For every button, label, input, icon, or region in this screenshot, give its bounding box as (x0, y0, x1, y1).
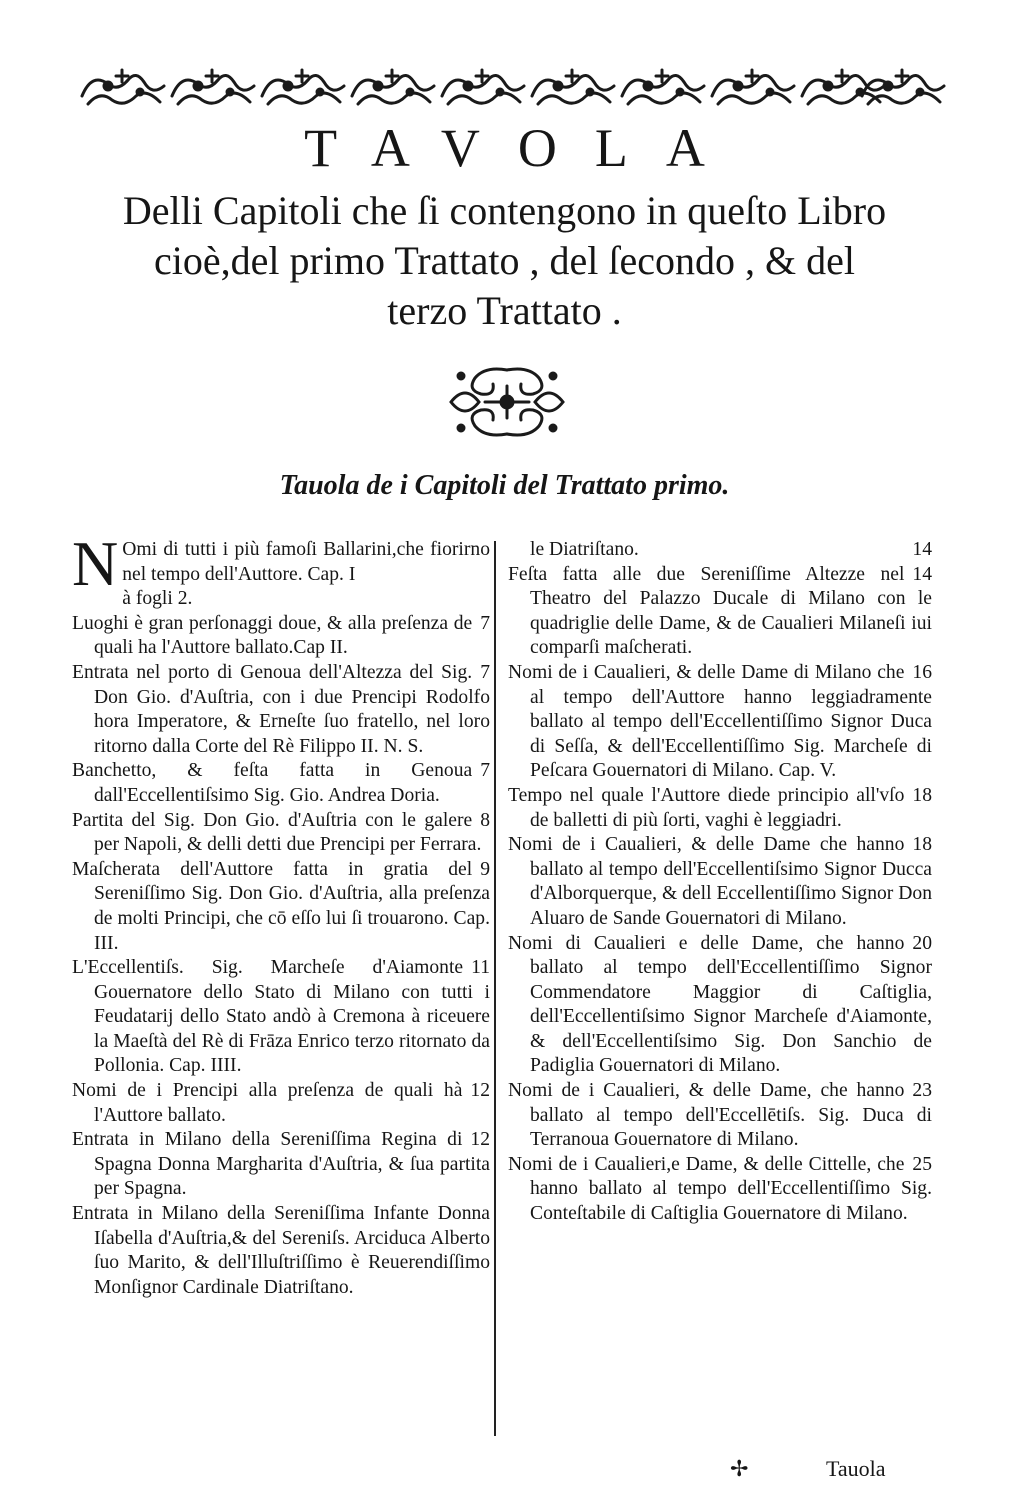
page-title: TAVOLA (304, 118, 743, 178)
entry-continuation (508, 538, 932, 563)
toc-entry (72, 661, 490, 759)
fleuron-ornament (445, 364, 569, 440)
entry-text: Feſta fatta alle due Sereniſſime Altezze nel Theatro del Palazzo Ducale di Milano con le quadriglie delle Dame, & de Caualieri Milaneſi iui comparſi maſcherati. (508, 563, 932, 659)
page-number: 18 (912, 834, 932, 856)
entry-text: Partita del Sig. Don Gio. d'Auſtria con le galere per Napoli, & delli detti due Prencipi per Ferrara. (72, 809, 482, 856)
entry-text: Luoghi è gran perſonaggi doue, & alla preſenza de quali ha l'Auttore ballato.Cap II. (72, 612, 473, 659)
entry-text: Entrata in Milano della Sereniſſima Infante Donna Iſabella d'Auſtria,& del Sereniſs. Arciduca Alberto ſuo Marito, & dell'Illuſtriſſimo è Reuerendiſſimo Monſignor Cardinale Diatriſtano. (72, 1203, 490, 1298)
page-subtitle (60, 186, 949, 336)
page-number: 9 (480, 858, 490, 880)
entry-text: Nomi de i Prencipi alla preſenza de quali hà l'Auttore ballato. (72, 1080, 463, 1126)
entry-text: Maſcherata dell'Auttore fatta in gratia del Sereniſſimo Sig. Don Gio. d'Auſtria, alla preſenza de molti Principi, che cō eſſo lui ſi trouarono. Cap. III. (72, 858, 490, 954)
toc-entry (508, 563, 932, 661)
toc-entry (508, 1153, 932, 1227)
toc-left-column (72, 528, 490, 1300)
toc-entry (72, 612, 490, 661)
toc-entry (72, 1128, 490, 1202)
toc-entry (508, 661, 932, 784)
catchword: Tauola (826, 1456, 886, 1481)
entry-text: Entrata nel porto di Genoua dell'Altezza del Sig. Don Gio. d'Auſtria, con i due Prencipi Rodolfo hora Imperatore, & Erneſte ſuo fratello, nel loro ritorno dalla Corte del Rè Filippo II. N. S. (72, 661, 490, 757)
page-number: 7 (480, 661, 490, 683)
page-number: 12 (470, 1080, 490, 1102)
page-number: 8 (480, 809, 490, 831)
page-number: 12 (470, 1129, 490, 1151)
toc-entry (72, 858, 490, 956)
page-number: 23 (912, 1080, 932, 1102)
entry-text: Nomi de i Caualieri, & delle Dame di Milano che al tempo dell'Auttore hanno leggiadramente ballato al tempo dell'Eccellentiſſimo Signor Duca di Seſſa, & dell'Eccellentiſſimo Sig. Marcheſe di Peſcara Gouernatori di Milano. Cap. V. (508, 661, 932, 782)
page-number: 25 (912, 1153, 932, 1175)
entry-continuation: à fogli 2. (122, 588, 193, 610)
entry-text: le Diatriſtano. (530, 539, 639, 560)
section-heading: Tauola de i Capitoli del Trattato primo. (279, 470, 730, 501)
toc-entry (508, 784, 932, 833)
toc-entry (72, 1202, 490, 1300)
top-ornament-band (78, 66, 948, 110)
toc-entry (72, 759, 490, 808)
signature-mark: ✢ (730, 1456, 749, 1481)
entry-text: Entrata in Milano della Sereniſſima Regina di Spagna Donna Margharita d'Auſtria, & ſua partita per Spagna. (72, 1129, 490, 1200)
entry-text: Nomi di Caualieri e delle Dame, che hanno ballato al tempo dell'Eccellentiſſimo Signor Commendatore Maggior di Caſtiglia, dell'Eccellentiſsimo Signor Marcheſe d'Aiamonte, & dell'Eccellentiſsimo Sig. Don Sanchio de Padiglia Gouernatori di Milano. (508, 932, 932, 1077)
entry-text: Omi di tutti i più famoſi Ballarini,che fiorirno nel tempo dell'Auttore. Cap. I (122, 539, 490, 585)
entry-text: Banchetto, & feſta fatta in Genoua dall'Eccellentiſsimo Sig. Gio. Andrea Doria. (72, 760, 473, 806)
toc-entry (508, 932, 932, 1080)
subtitle-line: cioè,del primo Trattato , del ſecondo , & del (154, 238, 855, 283)
entry-text: Nomi de i Caualieri, & delle Dame che hanno ballato al tempo dell'Eccellentiſsimo Signor Ducca d'Alborquerque, & dell Eccellentiſſimo Signor Don Aluaro de Sande Gouernatori di Milano. (508, 834, 932, 929)
entry-text: Tempo nel quale l'Auttore diede principio all'vſo de balletti di più ſorti, vaghi è leggiadri. (508, 784, 905, 831)
subtitle-line: terzo Trattato . (387, 288, 622, 333)
toc-entry (508, 1079, 932, 1153)
page-number: 14 (912, 563, 932, 585)
subtitle-line: Delli Capitoli che ſi contengono in queſto Libro (122, 188, 887, 233)
drop-cap: N (72, 528, 119, 599)
page-number: 20 (912, 932, 932, 954)
entry-text: L'Eccellentiſs. Sig. Marcheſe d'Aiamonte Gouernatore dello Stato di Milano con tutti i Feudatarij dello Stato andò à Cremona à riceuere la Maeſtà del Rè di Frāza Enrico terzo ritornato da Pollonia. Cap. IIII. (72, 957, 490, 1077)
toc-entry (72, 1079, 490, 1128)
page-number: 7 (480, 760, 490, 782)
page-number: 7 (480, 612, 490, 634)
page-number: 14 (912, 539, 932, 560)
toc-right-column (508, 538, 932, 1227)
column-divider (494, 541, 496, 1436)
toc-entry (508, 833, 932, 931)
entry-text: Nomi de i Caualieri,e Dame, & delle Cittelle, che hanno ballato al tempo dell'Eccellentiſſimo Sig. Conteſtabile di Caſtiglia Gouernatore di Milano. (508, 1153, 932, 1225)
page-number: 11 (471, 957, 490, 979)
entry-text: Nomi de i Caualieri, & delle Dame, che hanno ballato al tempo dell'Eccellētiſs. Sig. Duca di Terranoua Gouernatore di Milano. (508, 1080, 932, 1151)
toc-entry (72, 956, 490, 1079)
page-number: 18 (912, 784, 932, 806)
toc-entry (72, 809, 490, 858)
page-number: 16 (912, 661, 932, 683)
